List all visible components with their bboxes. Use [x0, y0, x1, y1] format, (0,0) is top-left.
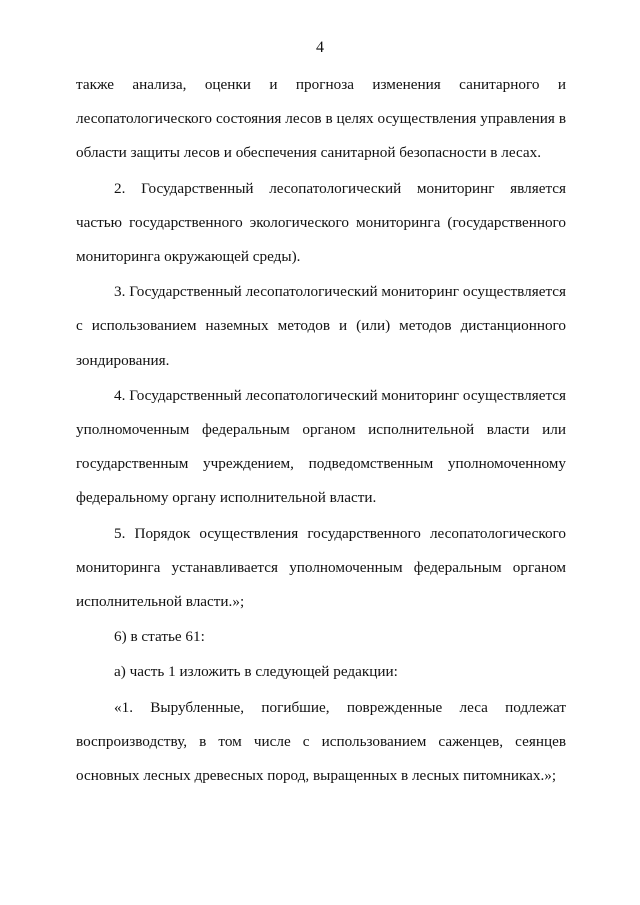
- page-number: 4: [316, 39, 324, 56]
- document-body: [76, 68, 566, 794]
- paragraph-item-3: 3. Государственный лесопатологический мониторинг осуществляется с использованием наземных методов и (или) методов дистанционного зондирования.: [76, 283, 566, 369]
- paragraph-item-4: 4. Государственный лесопатологический мониторинг осуществляется уполномоченным федеральным органом исполнительной власти или государственным учреждением, подведомственным уполномоченному федеральному органу исполнительной власти.: [76, 386, 566, 507]
- paragraph-amendment-a: а) часть 1 изложить в следующей редакции:: [114, 663, 398, 681]
- paragraph-item-5: 5. Порядок осуществления государственного лесопатологического мониторинга устанавливается уполномоченным федеральным органом исполнительной власти.»;: [76, 524, 566, 611]
- paragraph-item-2: 2. Государственный лесопатологический мониторинг является частью государственного экологического мониторинга (государственного мониторинга окружающей среды).: [76, 179, 566, 266]
- paragraph-continuation: также анализа, оценки и прогноза изменения санитарного и лесопатологического состояния лесов в целях осуществления управления в области защиты лесов и обеспечения санитарной безопасности в лесах.: [76, 76, 566, 162]
- paragraph-amendment-6: 6) в статье 61:: [114, 628, 205, 646]
- paragraph-quoted-text: «1. Вырубленные, погибшие, поврежденные леса подлежат воспроизводству, в том числе с использованием саженцев, сеянцев основных лесных древесных пород, выращенных в лесных питомниках.»;: [76, 698, 566, 785]
